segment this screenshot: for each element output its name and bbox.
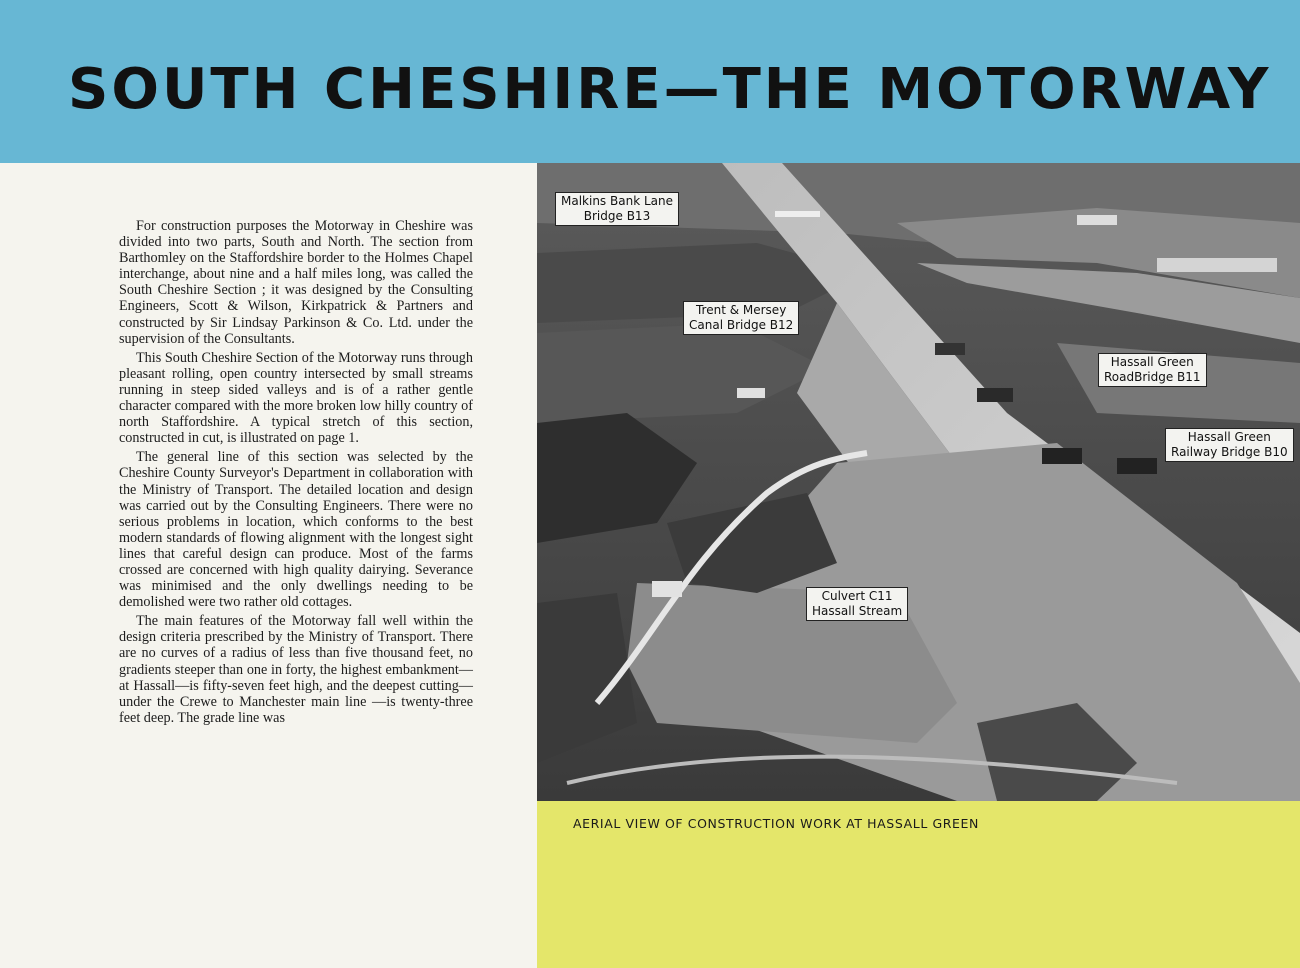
aerial-photo-image <box>537 163 1300 801</box>
title-banner <box>0 0 1300 163</box>
page-title: SOUTH CHESHIRE—THE MOTORWAY <box>68 57 1272 122</box>
label-hassall-green-railway-bridge: Hassall Green Railway Bridge B10 <box>1165 428 1294 462</box>
caption-box <box>537 801 1300 968</box>
aerial-photo <box>537 163 1300 801</box>
label-malkins-bank-lane-bridge: Malkins Bank Lane Bridge B13 <box>555 192 679 226</box>
photo-caption: AERIAL VIEW OF CONSTRUCTION WORK AT HASSALL GREEN <box>573 816 979 831</box>
article-paragraph: This South Cheshire Section of the Motorway runs through pleasant rolling, open country intersected by small streams running in steep sided valleys and is of a rather gentle character compared with the more broken low hilly country of north Staffordshire. A typical stretch of this section, constructed in cut, is illustrated on page 1. <box>119 349 473 447</box>
label-hassall-green-road-bridge: Hassall Green RoadBridge B11 <box>1098 353 1207 387</box>
label-culvert-hassall-stream: Culvert C11 Hassall Stream <box>806 587 908 621</box>
label-trent-mersey-canal-bridge: Trent & Mersey Canal Bridge B12 <box>683 301 799 335</box>
article-paragraph: For construction purposes the Motorway in Cheshire was divided into two parts, South and North. The section from Barthomley on the Staffordshire border to the Holmes Chapel interchange, about nine and a half miles long, was called the South Cheshire Section ; it was designed by the Consulting Engineers, Scott & Wilson, Kirkpatrick & Partners and constructed by Sir Lindsay Parkinson & Co. Ltd. under the supervision of the Consultants. <box>119 218 473 347</box>
article-paragraph: The main features of the Motorway fall well within the design criteria prescribed by the Ministry of Transport. There are no curves of a radius of less than five thousand feet, no gradients steeper than one in forty, the highest embankment—at Hassall—is fifty-seven feet high, and the deepest cutting—under the Crewe to Manchester main line —is twenty-three feet deep. The grade line was <box>119 613 473 726</box>
article-paragraph: The general line of this section was selected by the Cheshire County Surveyor's Department in collaboration with the Ministry of Transport. The detailed location and design was carried out by the Consulting Engineers. There were no serious problems in location, which conforms to the best modern standards of flowing alignment with the longest sight lines that careful design can produce. Most of the farms crossed are concerned with high quality dairying. Severance was minimised and the only dwellings needing to be demolished were two rather old cottages. <box>119 449 473 611</box>
article-body <box>119 218 473 729</box>
